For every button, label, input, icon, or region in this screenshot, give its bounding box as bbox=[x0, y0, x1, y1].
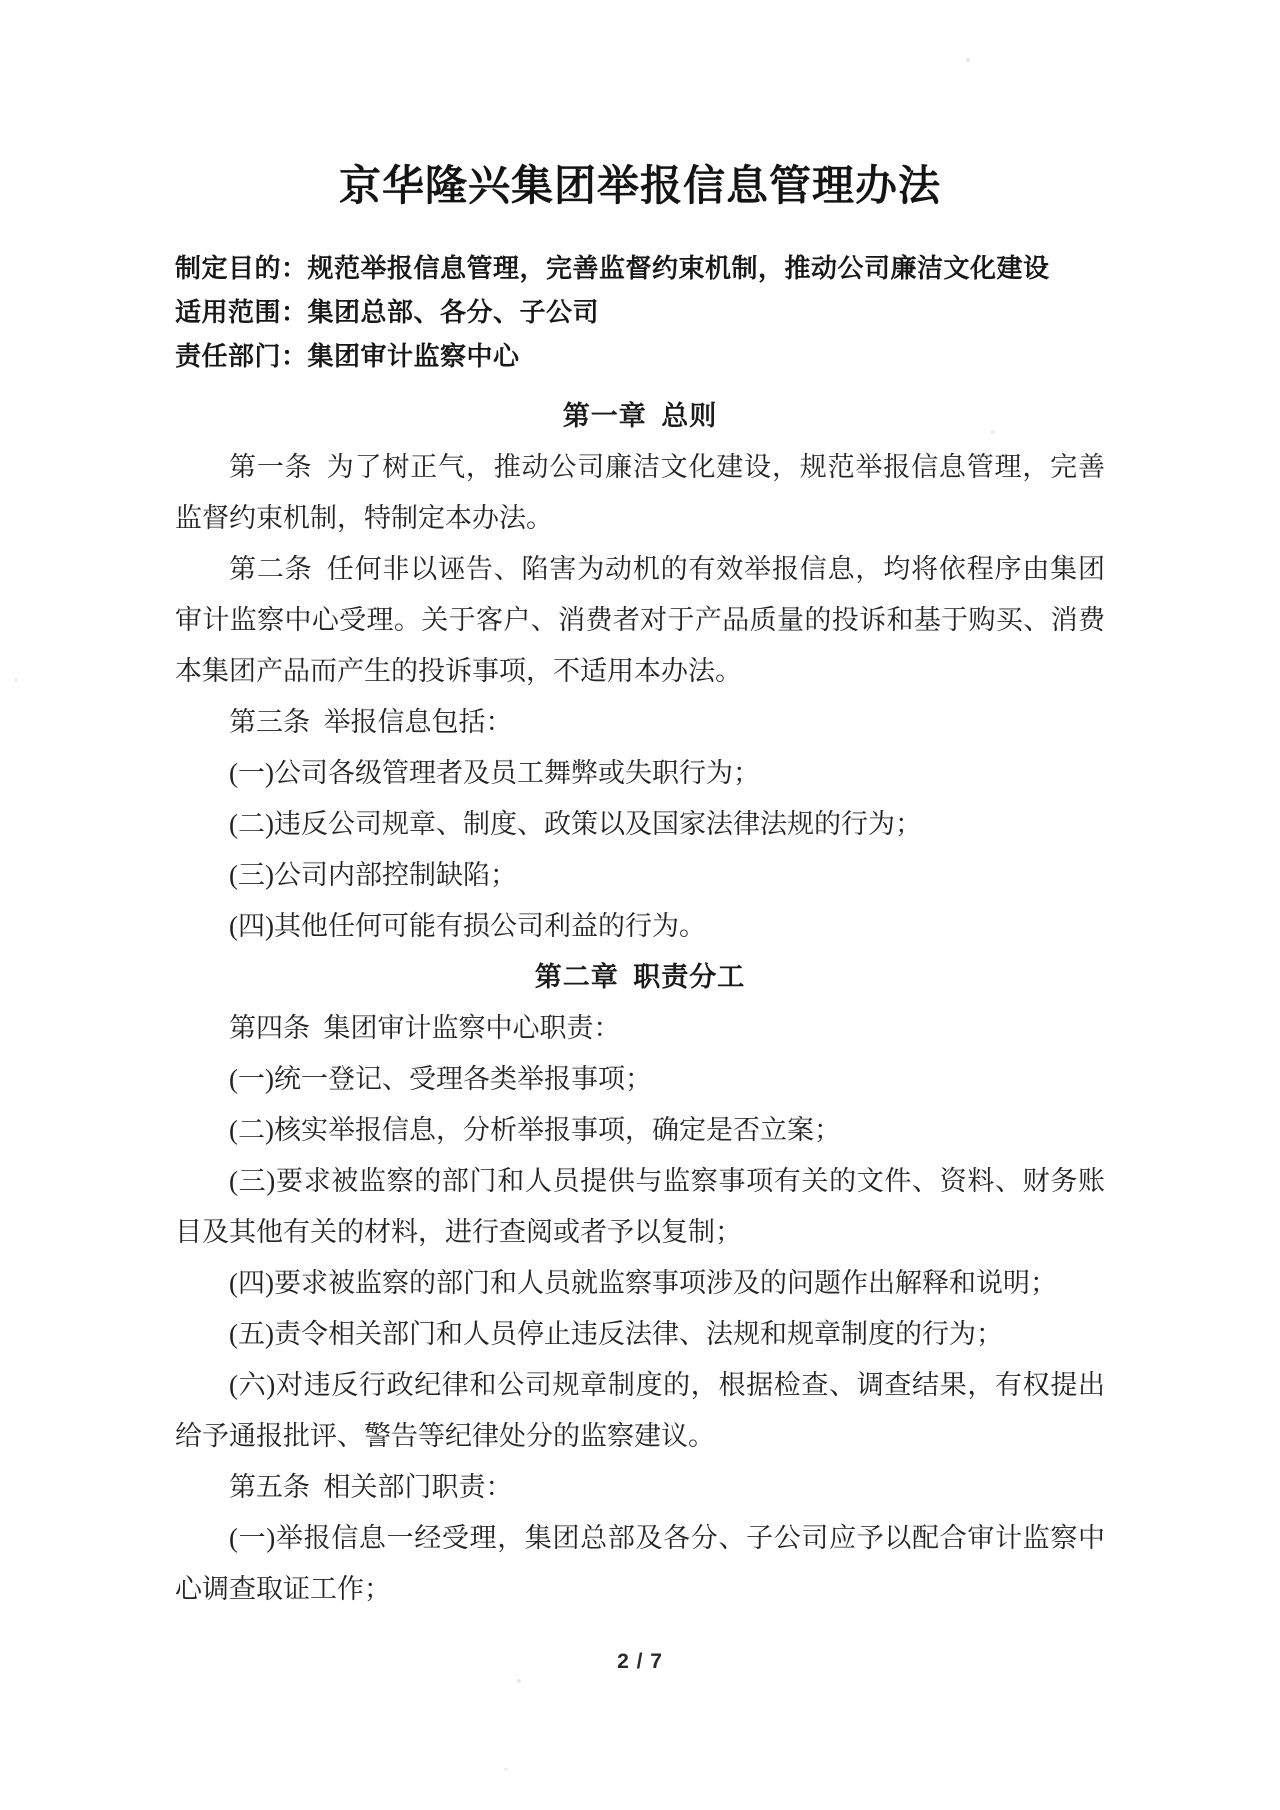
chapter-heading: 第一章 总则 bbox=[562, 401, 718, 431]
list-item: (三)公司内部控制缺陷； bbox=[229, 860, 517, 890]
body-paragraph: 第一条 为了树正气，推动公司廉洁文化建设，规范举报信息管理，完善监督约束机制，特制定本办法。 bbox=[175, 452, 1105, 533]
list-item: (一)统一登记、受理各类举报事项； bbox=[229, 1064, 652, 1094]
page-title: 京华隆兴集团举报信息管理办法 bbox=[338, 162, 941, 209]
page-footer bbox=[0, 1650, 1280, 1674]
meta-line-department: 责任部门：集团审计监察中心 bbox=[175, 341, 520, 371]
list-item: (五)责令相关部门和人员停止违反法律、法规和规章制度的行为； bbox=[229, 1319, 1003, 1349]
list-item: (六)对违反行政纪律和公司规章制度的，根据检查、调查结果，有权提出给予通报批评、警告等纪律处分的监察建议。 bbox=[175, 1370, 1105, 1451]
scan-speck bbox=[990, 430, 995, 434]
chapter-heading: 第二章 职责分工 bbox=[534, 962, 746, 992]
body-paragraph: 第五条 相关部门职责： bbox=[229, 1472, 513, 1502]
list-item: (三)要求被监察的部门和人员提供与监察事项有关的文件、资料、财务账目及其他有关的材料，进行查阅或者予以复制； bbox=[175, 1166, 1105, 1247]
scan-speck bbox=[504, 1768, 508, 1771]
meta-line-purpose: 制定目的：规范举报信息管理，完善监督约束机制，推动公司廉洁文化建设 bbox=[175, 253, 1050, 283]
list-item: (四)其他任何可能有损公司利益的行为。 bbox=[229, 911, 706, 941]
meta-block bbox=[175, 246, 1105, 378]
body-paragraph: 第三条 举报信息包括： bbox=[229, 707, 513, 737]
list-item: (二)核实举报信息，分析举报事项，确定是否立案； bbox=[229, 1115, 841, 1145]
body-paragraph: 第二条 任何非以诬告、陷害为动机的有效举报信息，均将依程序由集团审计监察中心受理。关于客户、消费者对于产品质量的投诉和基于购买、消费本集团产品而产生的投诉事项，不适用本办法。 bbox=[175, 554, 1105, 686]
list-item: (一)举报信息一经受理，集团总部及各分、子公司应予以配合审计监察中心调查取证工作； bbox=[175, 1523, 1105, 1604]
list-item: (四)要求被监察的部门和人员就监察事项涉及的问题作出解释和说明； bbox=[229, 1268, 1057, 1298]
scan-speck bbox=[517, 1679, 521, 1683]
scan-speck bbox=[966, 58, 970, 62]
list-item: (一)公司各级管理者及员工舞弊或失职行为； bbox=[229, 758, 760, 788]
list-item: (二)违反公司规章、制度、政策以及国家法律法规的行为； bbox=[229, 809, 922, 839]
page-number: 2 / 7 bbox=[617, 1650, 663, 1673]
body-paragraph: 第四条 集团审计监察中心职责： bbox=[229, 1013, 621, 1043]
document-content bbox=[175, 0, 1105, 1615]
meta-line-scope: 适用范围：集团总部、各分、子公司 bbox=[175, 297, 600, 327]
scan-speck bbox=[14, 678, 18, 682]
document-body bbox=[175, 391, 1105, 1615]
